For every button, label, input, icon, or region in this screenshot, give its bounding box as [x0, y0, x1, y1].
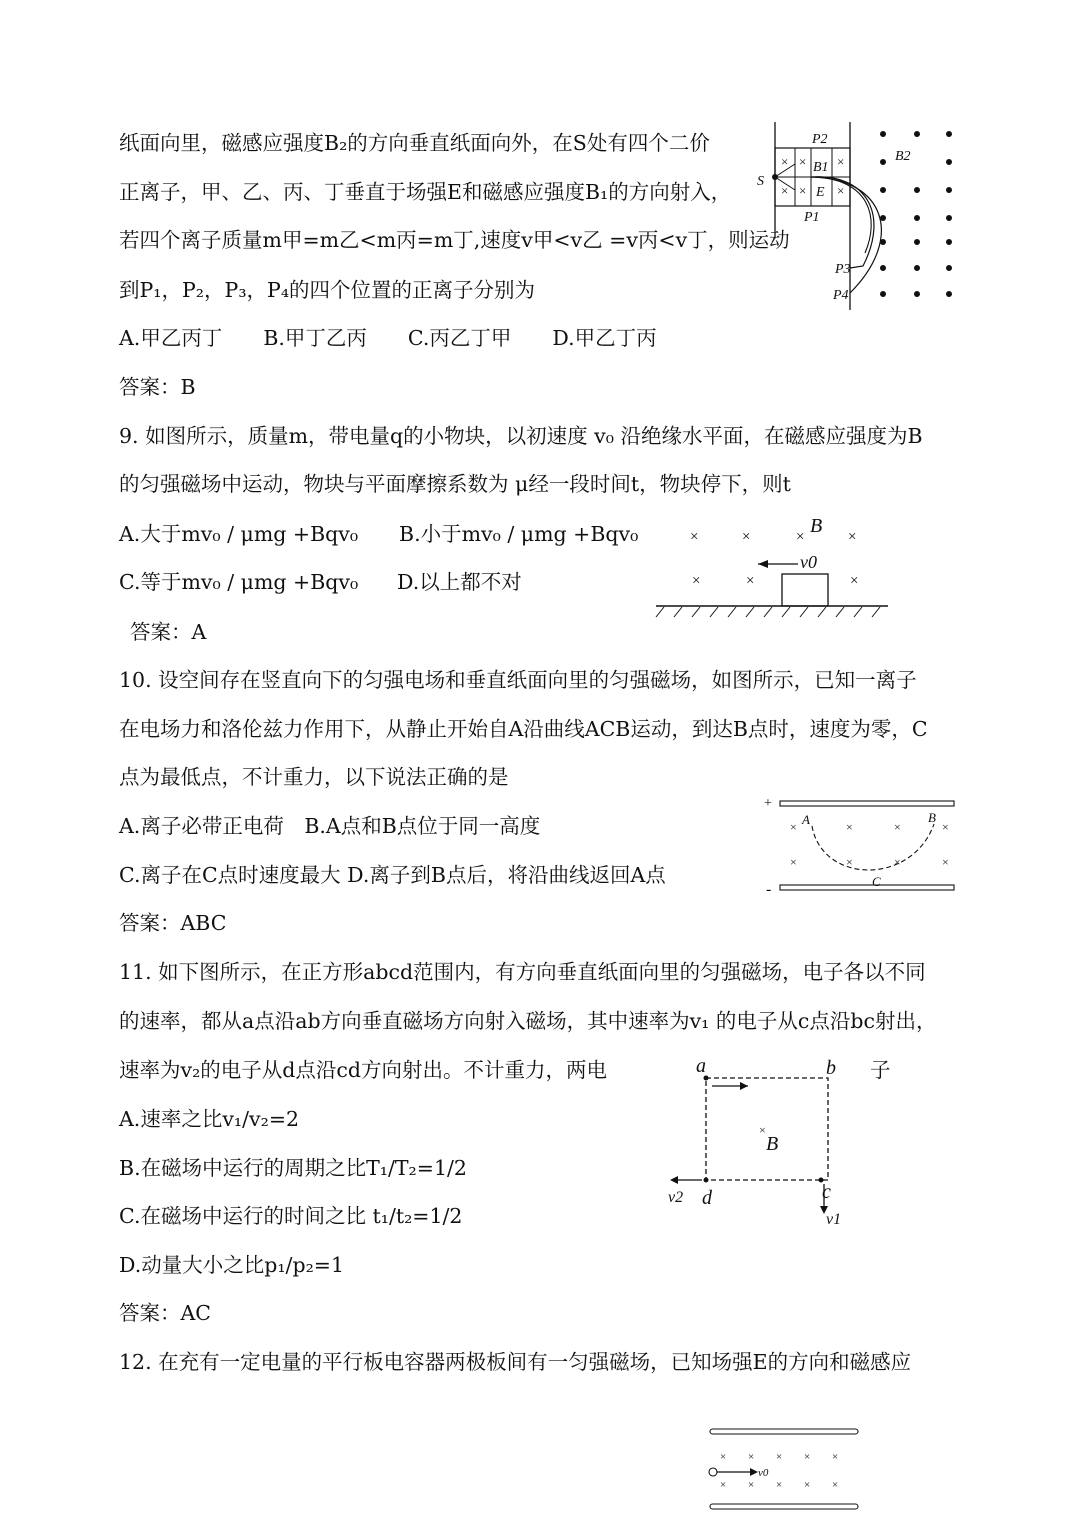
svg-text:×: ×: [850, 573, 859, 589]
svg-text:×: ×: [790, 820, 797, 834]
q10-fig-c-label: C: [872, 874, 881, 889]
q11-fig-bfield-label: B: [766, 1133, 779, 1155]
q8-fig-p1-label: P1: [804, 210, 820, 225]
q11-line-2: 的速率，都从a点沿ab方向垂直磁场方向射入磁场，其中速率为v₁ 的电子从c点沿bc射出，: [119, 1009, 937, 1033]
svg-text:×: ×: [790, 855, 797, 869]
q9-figure: [652, 510, 892, 622]
svg-text:×: ×: [799, 183, 807, 198]
svg-text:×: ×: [846, 855, 853, 869]
svg-text:×: ×: [720, 1479, 727, 1491]
q11-fig-v2-label: v2: [668, 1189, 684, 1206]
q10-fig-minus-label: -: [766, 881, 772, 898]
q9-line-1: 9. 如图所示，质量m，带电量q的小物块，以初速度 v₀ 沿绝缘水平面，在磁感应强度为B: [119, 424, 923, 448]
svg-text:×: ×: [781, 183, 789, 198]
svg-text:×: ×: [848, 529, 857, 545]
q9-fig-v0-label: v0: [800, 552, 817, 572]
q10-line-3: 点为最低点，不计重力，以下说法正确的是: [119, 765, 509, 789]
svg-text:×: ×: [832, 1479, 839, 1491]
q11-fig-c-label: c: [822, 1181, 831, 1203]
svg-text:×: ×: [942, 855, 949, 869]
svg-text:×: ×: [720, 1451, 727, 1463]
q11-option-a: A.速率之比v₁/v₂=2: [119, 1107, 300, 1131]
q9-answer: 答案：A: [130, 620, 207, 644]
q11-line-3a: 速率为v₂的电子从d点沿cd方向射出。不计重力，两电: [119, 1058, 608, 1082]
svg-text:×: ×: [748, 1479, 755, 1491]
q9-option-c: C.等于mv₀ / μmg +Bqv₀: [119, 570, 359, 594]
q9-line-2: 的匀强磁场中运动，物块与平面摩擦系数为 μ经一段时间t，物块停下，则t: [119, 472, 791, 496]
svg-text:×: ×: [692, 573, 701, 589]
q11-option-c: C.在磁场中运行的时间之比 t₁/t₂=1/2: [119, 1204, 463, 1228]
q8-line-1: 纸面向里，磁感应强度B₂的方向垂直纸面向外，在S处有四个二价: [119, 131, 710, 155]
q8-fig-e-label: E: [816, 185, 825, 200]
svg-text:×: ×: [796, 529, 805, 545]
q12-figure: [700, 1424, 870, 1514]
svg-text:×: ×: [799, 154, 807, 169]
svg-text:×: ×: [846, 820, 853, 834]
q11-figure: [662, 1052, 862, 1232]
q8-fig-p3-label: P3: [835, 262, 851, 277]
q10-option-ab: A.离子必带正电荷 B.A点和B点位于同一高度: [119, 814, 541, 838]
svg-text:×: ×: [690, 529, 699, 545]
q8-fig-s-label: S: [757, 174, 764, 189]
q9-option-b: B.小于mv₀ / μmg +Bqv₀: [399, 522, 639, 546]
svg-text:×: ×: [781, 154, 789, 169]
svg-text:×: ×: [894, 855, 901, 869]
q8-line-3: 若四个离子质量m甲=m乙<m丙=m丁,速度v甲<v乙 =v丙<v丁，则运动: [119, 228, 790, 252]
q8-answer: 答案：B: [119, 375, 196, 399]
q11-fig-a-label: a: [696, 1055, 706, 1077]
q8-options: A.甲乙丙丁 B.甲丁乙丙 C.丙乙丁甲 D.甲乙丁丙: [119, 326, 657, 350]
svg-text:×: ×: [742, 529, 751, 545]
q11-option-b: B.在磁场中运行的周期之比T₁/T₂=1/2: [119, 1156, 467, 1180]
q10-fig-plus-label: +: [764, 796, 772, 811]
q10-figure: [762, 794, 962, 898]
q10-fig-b-label: B: [928, 810, 936, 825]
svg-text:×: ×: [776, 1451, 783, 1463]
q10-answer: 答案：ABC: [119, 911, 227, 935]
q11-fig-d-label: d: [702, 1187, 712, 1209]
q9-fig-b-label: B: [810, 515, 823, 537]
q9-option-d: D.以上都不对: [397, 570, 522, 594]
q12-fig-v0-label: v0: [758, 1467, 769, 1479]
q10-option-cd: C.离子在C点时速度最大 D.离子到B点后，将沿曲线返回A点: [119, 863, 666, 887]
svg-text:×: ×: [837, 154, 845, 169]
q9-option-a: A.大于mv₀ / μmg +Bqv₀: [119, 522, 359, 546]
q11-line-3b: 子: [870, 1058, 891, 1082]
svg-text:×: ×: [837, 183, 845, 198]
q10-line-1: 10. 设空间存在竖直向下的匀强电场和垂直纸面向里的匀强磁场，如图所示，已知一离子: [119, 668, 917, 692]
svg-text:×: ×: [804, 1479, 811, 1491]
q12-line-1: 12. 在充有一定电量的平行板电容器两极板间有一匀强磁场，已知场强E的方向和磁感应: [119, 1350, 912, 1374]
q8-fig-b1-label: B1: [813, 160, 829, 175]
q10-fig-a-label: A: [802, 812, 810, 827]
q11-line-1: 11. 如下图所示，在正方形abcd范围内，有方向垂直纸面向里的匀强磁场，电子各以不同: [119, 960, 926, 984]
svg-text:×: ×: [748, 1451, 755, 1463]
q8-fig-b2-label: B2: [895, 149, 911, 164]
q8-line-4: 到P₁，P₂，P₃，P₄的四个位置的正离子分别为: [119, 278, 536, 302]
q8-fig-p4-label: P4: [833, 288, 849, 303]
svg-text:×: ×: [832, 1451, 839, 1463]
svg-text:×: ×: [759, 1123, 766, 1137]
svg-text:×: ×: [746, 573, 755, 589]
svg-text:×: ×: [894, 820, 901, 834]
q10-line-2: 在电场力和洛伦兹力作用下，从静止开始自A沿曲线ACB运动，到达B点时，速度为零，C: [119, 717, 928, 741]
q11-fig-v1-label: v1: [826, 1211, 842, 1228]
q11-answer: 答案：AC: [119, 1301, 211, 1325]
svg-text:×: ×: [804, 1451, 811, 1463]
svg-text:×: ×: [776, 1479, 783, 1491]
q8-fig-p2-label: P2: [812, 132, 828, 147]
q8-line-2: 正离子，甲、乙、丙、丁垂直于场强E和磁感应强度B₁的方向射入，: [119, 180, 732, 204]
svg-text:×: ×: [942, 820, 949, 834]
q8-figure: [755, 118, 970, 313]
q11-fig-b-label: b: [826, 1057, 836, 1079]
q11-option-d: D.动量大小之比p₁/p₂=1: [119, 1253, 345, 1277]
